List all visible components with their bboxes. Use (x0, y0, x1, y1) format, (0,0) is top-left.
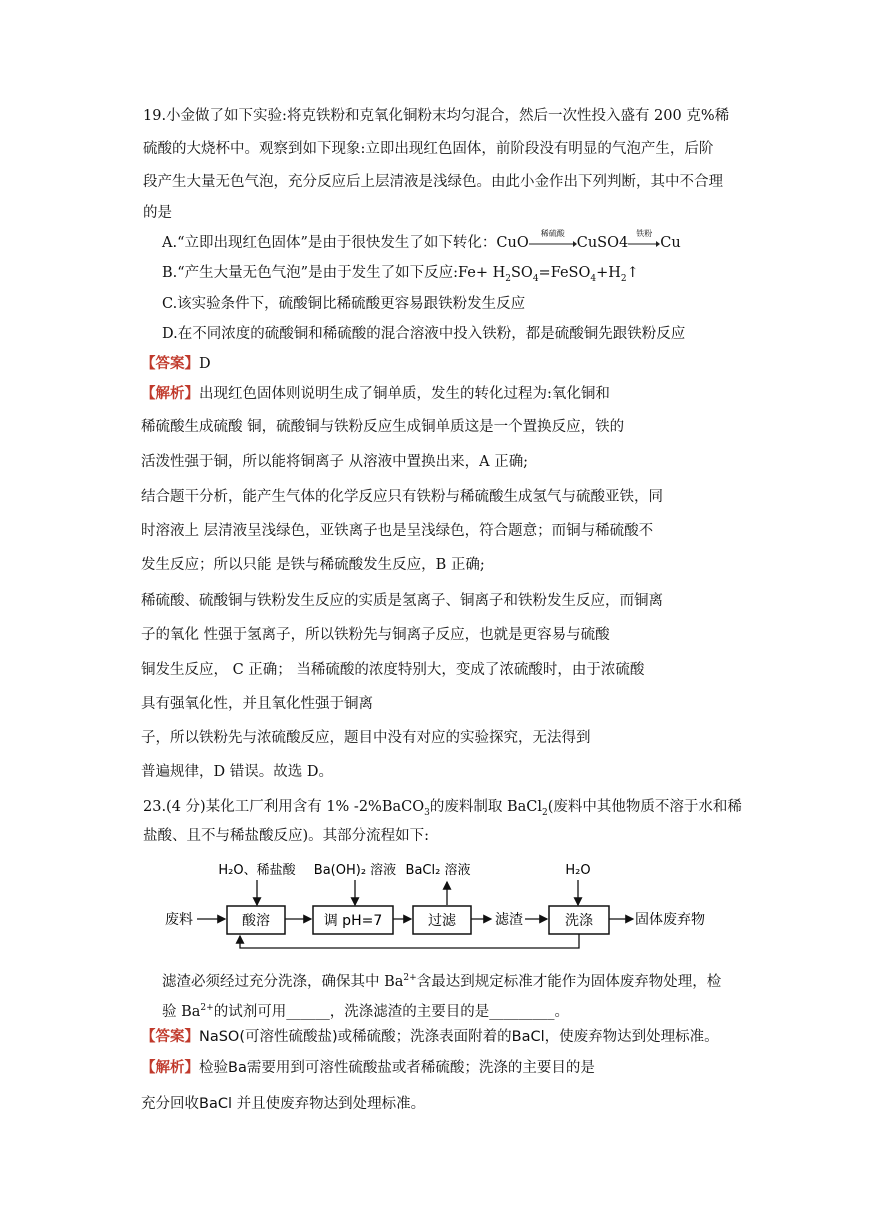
reagent-water-acid: H₂O、稀盐酸 (218, 863, 296, 878)
q19-analysis-line: 子，所以铁粉先与浓硫酸反应，题目中没有对应的实验探究，无法得到 (141, 730, 591, 746)
answer-tag: 【答案】 (141, 355, 199, 372)
q23-text: 滤渣必须经过充分洗涤，确保其中 Ba (162, 973, 404, 990)
q23-analysis (141, 1058, 595, 1078)
q19-analysis-line: 稀硫酸生成硫酸 铜，硫酸铜与铁粉反应生成铜单质这是一个置换反应，铁的 (141, 419, 625, 435)
q19-stem-line-3: 段产生大量无色气泡，充分反应后上层清液是浅绿色。由此小金作出下列判断，其中不合理 (143, 174, 723, 190)
reagent-baoh2: Ba(OH)₂ 溶液 (313, 863, 397, 878)
box-adjust-ph-label: 调 pH=7 (323, 913, 383, 929)
sup: 2+ (403, 973, 417, 983)
q23-body-line-1 (162, 968, 721, 992)
q19-analysis-line: 活泼性强于铜，所以能将铜离子 从溶液中置换出来，A 正确; (141, 454, 529, 470)
q19-analysis-line: 稀硫酸、硫酸铜与铁粉发生反应的实质是氢离子、铜离子和铁粉发生反应，而铜离 (141, 593, 663, 609)
chain-cuo: CuO (496, 235, 529, 251)
up-arrow-icon: ↑ (626, 265, 639, 281)
recycle-arrow-icon (240, 934, 579, 948)
answer-tag: 【答案】 (141, 1029, 199, 1045)
reagent-water: H₂O (565, 863, 591, 878)
q19-option-c: C.该实验条件下，硫酸铜比稀硫酸更容易跟铁粉发生反应 (162, 296, 526, 312)
q23-text: 的试剂可用______，洗涤滤渣的主要目的是_________。 (213, 1003, 569, 1020)
box-filter-label: 过滤 (428, 913, 456, 929)
sub: 2 (505, 273, 511, 284)
box-acid-dissolve-label: 酸溶 (242, 913, 270, 929)
solid-waste-label: 固体废弃物 (635, 912, 705, 928)
sub: 4 (590, 273, 597, 284)
q23-stem-line-1 (143, 797, 742, 823)
chain-arrow-1 (529, 229, 577, 253)
q23-body-line-2 (162, 998, 569, 1022)
q23-text: 验 Ba (162, 1003, 201, 1020)
q19-analysis-line: 时溶液上 层清液呈浅绿色，亚铁离子也是呈浅绿色，符合题意；而铜与稀硫酸不 (141, 523, 654, 539)
analysis-text: 检验Ba需要用到可溶性硫酸盐或者稀硫酸；洗涤的主要目的是 (199, 1060, 595, 1076)
q19-answer (141, 354, 211, 374)
q19-analysis-line: 发生反应；所以只能 是铁与稀硫酸发生反应，B 正确; (141, 557, 485, 573)
option-a-text: A.“立即出现红色固体”是由于很快发生了如下转化： (162, 235, 497, 251)
answer-value: D (199, 356, 211, 372)
formula-feso: =FeSO (538, 265, 591, 281)
q19-option-a (162, 229, 681, 253)
chain-cu: Cu (660, 235, 681, 251)
analysis-tag: 【解析】 (141, 385, 199, 402)
q23-text: 23.(4 分)某化工厂利用含有 1% -2%BaCO (143, 799, 425, 815)
sub: 4 (532, 273, 539, 284)
arrow-right-icon (529, 240, 577, 248)
q23-text: 含最达到规定标准才能作为固体废弃物处理，检 (416, 973, 722, 990)
q23-text: 的废料制取 BaCl (429, 799, 543, 815)
q19-stem-line-1: 19.小金做了如下实验:将克铁粉和克氧化铜粉末均匀混合，然后一次性投入盛有 200 克%稀 (143, 108, 730, 124)
q19-stem-line-2: 硫酸的大烧杯中。观察到如下现象:立即出现红色固体，前阶段没有明显的气泡产生，后阶 (143, 141, 714, 157)
option-b-prefix: B.“产生大量无色气泡”是由于发生了如下反应:Fe+ (162, 265, 493, 281)
formula-so: SO (510, 265, 533, 281)
answer-value: NaSO(可溶性硫酸盐)或稀硫酸；洗涤表面附着的BaCl，使废弃物达到处理标准。 (199, 1029, 719, 1045)
arrow-label-iron-powder: 铁粉 (636, 229, 653, 238)
chain-arrow-2 (628, 229, 660, 253)
input-waste-label: 废料 (165, 912, 193, 928)
product-bacl2: BaCl₂ 溶液 (405, 863, 471, 878)
q19-analysis-first (141, 384, 610, 404)
analysis-text: 出现红色固体则说明生成了铜单质，发生的转化过程为:氧化铜和 (199, 386, 610, 402)
arrow-right-icon (628, 240, 660, 248)
q19-analysis-line: 子的氧化 性强于氢离子，所以铁粉先与铜离子反应，也就是更容易与硫酸 (141, 627, 610, 643)
chain-cuso4: CuSO4 (576, 235, 629, 251)
q19-analysis-line: 具有强氧化性，并且氧化性强于铜离 (141, 696, 373, 712)
sub: 2 (542, 807, 548, 818)
q23-text: (废料中其他物质不溶于水和稀 (547, 799, 742, 815)
filter-residue-label: 滤渣 (495, 912, 523, 928)
arrow-label-dilute-acid: 稀硫酸 (540, 229, 565, 238)
q19-analysis-line: 结合题干分析，能产生气体的化学反应只有铁粉与稀硫酸生成氢气与硫酸亚铁，同 (141, 489, 663, 505)
q23-answer (141, 1027, 719, 1047)
sub: 3 (424, 807, 430, 818)
box-wash-label: 洗涤 (565, 913, 593, 929)
process-flow-diagram (165, 852, 725, 960)
q19-analysis-line: 铜发生反应， C 正确； 当稀硫酸的浓度特别大，变成了浓硫酸时，由于浓硫酸 (141, 662, 645, 678)
q23-analysis-line-2: 充分回收BaCl 并且使废弃物达到处理标准。 (141, 1096, 426, 1112)
analysis-tag: 【解析】 (141, 1060, 199, 1076)
sup: 2+ (200, 1003, 214, 1013)
formula-plus-h: +H (596, 265, 621, 281)
q19-option-b (162, 263, 639, 289)
q19-analysis-line: 普遍规律，D 错误。故选 D。 (141, 764, 333, 780)
formula-h: H (492, 265, 506, 281)
sub: 2 (620, 273, 627, 284)
q23-stem-line-2: 盐酸、且不与稀盐酸反应)。其部分流程如下: (143, 828, 430, 844)
q19-stem-line-4: 的是 (143, 205, 172, 221)
q19-option-d: D.在不同浓度的硫酸铜和稀硫酸的混合溶液中投入铁粉，都是硫酸铜先跟铁粉反应 (162, 326, 686, 342)
